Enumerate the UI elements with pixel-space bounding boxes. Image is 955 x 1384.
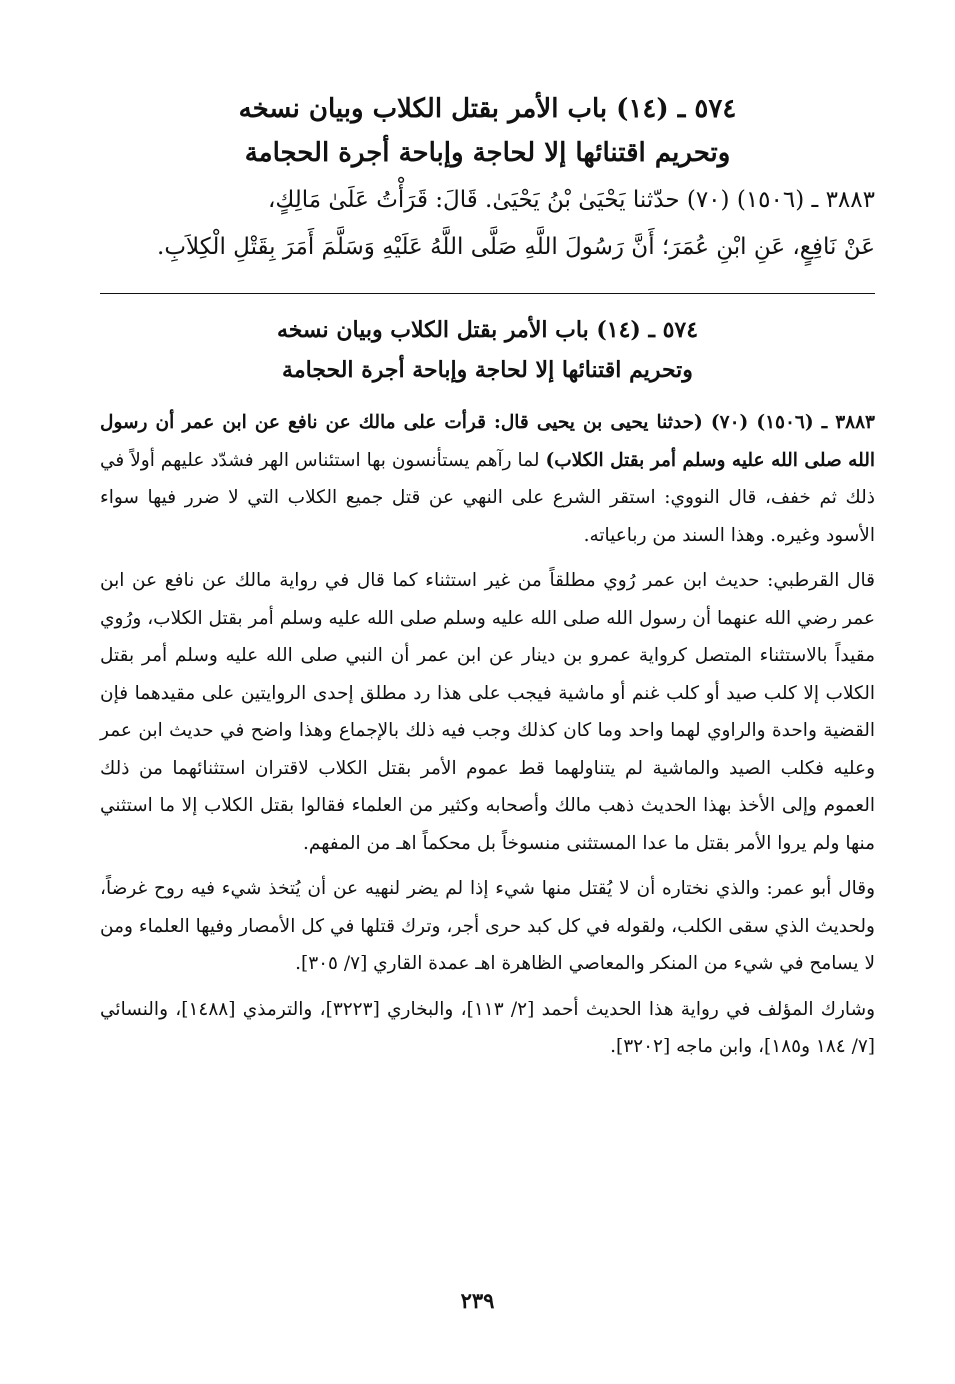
page-number: ٢٣٩: [460, 1288, 495, 1313]
commentary-paragraph-1-rest: لما رآهم يستأنسون بها استئناس الهر فشدّد عليهم أولاً في ذلك ثم خفف، قال النووي: استقر الشرع على النهي عن قتل جميع الكلاب التي لا ضرر فيها سواء الأسود وغيره. وهذا السند من رباعياته.: [100, 449, 875, 546]
hadith-text: [100, 177, 875, 271]
chapter-title-line-1: ٥٧٤ ـ (١٤) باب الأمر بقتل الكلاب وبيان نسخه: [238, 94, 737, 124]
commentary-title-line-1: ٥٧٤ ـ (١٤) باب الأمر بقتل الكلاب وبيان نسخه: [276, 317, 699, 343]
chapter-title-line-2: وتحريم اقتنائها إلا لحاجة وإباحة أجرة الحجامة: [244, 138, 731, 168]
commentary-paragraph-4: وشارك المؤلف في رواية هذا الحديث أحمد [٢/ ١١٣]، والبخاري [٣٢٢٣]، والترمذي [١٤٨٨]، والنسائي [٧/ ١٨٤ و١٨٥]، وابن ماجه [٣٢٠٢].: [100, 998, 876, 1057]
section-divider: [100, 293, 875, 294]
book-page: [100, 85, 875, 1066]
commentary-paragraph-2: قال القرطبي: حديث ابن عمر رُوي مطلقاً من غير استثناء كما قال في رواية مالك عن نافع عن ابن عمر رضي الله عنهما أن رسول الله صلى الله عليه وسلم صلى الله عليه وسلم أمر بقتل الكلاب، ورُوي مقيداً بالاستثناء المتصل كرواية عمرو بن دينار عن ابن عمر أن النبي صلى الله عليه وسلم أمر بقتل الكلاب إلا كلب صيد أو كلب غنم أو ماشية فيجب على هذا رد مطلق إحدى الروايتين على مقيدهما فإن القضية واحدة والراوي لهما واحد وما كان كذلك وجب فيه ذلك بالإجماع وهذا واضح في حديث ابن عمر وعليه فكلب الصيد والماشية لم يتناولهما قط عموم الأمر بقتل الكلاب لاقتران استثنائهما من ذلك العموم وإلى الأخذ بهذا الحديث ذهب مالك وأصحابه وكثير من العلماء فقالوا بقتل الكلاب إلا ما استثني منها ولم يروا الأمر بقتل ما عدا المستثنى منسوخاً بل محكماً اهـ من المفهم.: [100, 570, 875, 854]
hadith-line-1: ٣٨٨٣ ـ (١٥٠٦) (٧٠) حدّثنا يَحْيَىٰ بْنُ يَحْيَىٰ. قَالَ: قَرَأْتُ عَلَىٰ مَالِكٍ،: [267, 187, 875, 213]
hadith-line-2: عَنْ نَافِعٍ، عَنِ ابْنِ عُمَرَ؛ أَنَّ رَسُولَ اللَّهِ صَلَّى اللَّهُ عَلَيْهِ وَسَلَّمَ أَمَرَ بِقَتْلِ الْكِلاَبِ.: [157, 234, 875, 260]
hadith-quote-bold: ٣٨٨٣ ـ (١٥٠٦) (٧٠) (حدثنا يحيى بن يحيى قال: قرأت على مالك عن نافع عن ابن عمر أن رسول الله صلى الله عليه وسلم أمر بقتل الكلاب): [100, 412, 875, 471]
commentary-title-line-2: وتحريم اقتنائها إلا لحاجة وإباحة أجرة الحجامة: [282, 357, 693, 383]
commentary-paragraph-1: [100, 404, 875, 554]
commentary-paragraph-3: وقال أبو عمر: والذي نختاره أن لا يُقتل منها شيء إذا لم يضر لنهيه عن أن يُتخذ شيء فيه روح غرضاً، ولحديث الذي سقى الكلب، ولقوله في كل كبد حرى أجر، وترك قتلها في كل الأمصار وفيها العلماء ومن لا يسامح في شيء من المنكر والمعاصي الظاهرة اهـ عمدة القاري [٧/ ٣٠٥].: [100, 878, 875, 974]
